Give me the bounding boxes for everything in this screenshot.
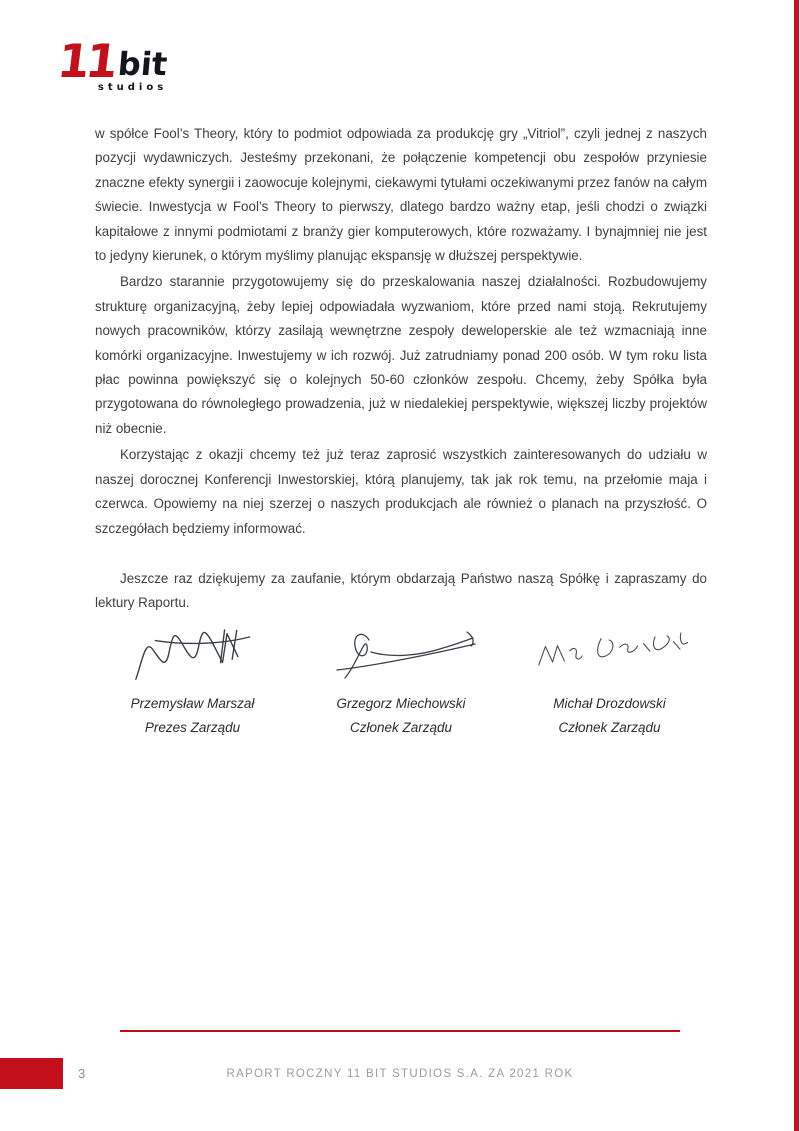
logo-digits: 11 — [54, 34, 118, 88]
page-content — [95, 122, 707, 618]
signer-name: Grzegorz Miechowski — [336, 696, 466, 711]
logo-wordmark: bit — [116, 45, 169, 83]
signature-image — [321, 600, 481, 692]
body-paragraph: Bardzo starannie przygotowujemy się do przeskalowania naszej działalności. Rozbudowujemy strukturę organizacyjną, żeby lepiej odpowiadała wyzwaniom, które przed nami stoją. Rekrutujemy nowych pracowników, którzy zasilają wewnętrzne zespoły deweloperskie ale też wzmacniają inne komórki organizacyjne. Inwestujemy w ich rozwój. Już zatrudniamy ponad 200 osób. W tym roku lista płac powinna powiększyć się o kolejnych 50-60 członków zespołu. Chcemy, żeby Spółka była przygotowana do równoległego prowadzenia, już w niedalekiej perspektywie, większej liczby projektów niż obecnie. — [95, 274, 707, 436]
signature-scribble-icon — [123, 612, 263, 692]
signer-title: Prezes Zarządu — [144, 720, 241, 735]
logo-subtitle: studios — [97, 82, 168, 93]
signature-block-grzegorz-miechowski — [304, 600, 499, 740]
signature-block-michal-drozdowski — [512, 600, 707, 740]
footer-divider — [120, 1030, 680, 1032]
signer-title: Członek Zarządu — [558, 720, 661, 735]
signature-block-przemyslaw-marszal — [95, 600, 290, 740]
body-paragraph: Jeszcze raz dziękujemy za zaufanie, którym obdarzają Państwo naszą Spółkę i zapraszamy do lektury Raportu. — [95, 570, 707, 611]
page-number: 3 — [78, 1066, 86, 1081]
signature-scribble-icon — [321, 612, 481, 692]
footer-title: RAPORT ROCZNY 11 BIT STUDIOS S.A. ZA 2021 ROK — [226, 1068, 574, 1080]
signer-name: Przemysław Marszał — [130, 696, 255, 711]
signatures-section — [95, 600, 707, 740]
signature-image — [530, 600, 690, 692]
signature-image — [123, 600, 263, 692]
body-paragraph: w spółce Fool’s Theory, który to podmiot odpowiada za produkcję gry „Vitriol”, czyli jednej z naszych pozycji wydawniczych. Jesteśmy przekonani, że połączenie kompetencji obu zespołów przyniesie znaczne efekty synergii i zaowocuje kolejnymi, ciekawymi tytułami oczekiwanymi przez fanów na całym świecie. Inwestycja w Fool’s Theory to pierwszy, dlatego bardzo ważny etap, jeśli chodzi o związki kapitałowe z innymi podmiotami z branży gier komputerowych, które rozważamy. I bynajmniej nie jest to jedyny kierunek, o którym myślimy planując ekspansję w dłuższej perspektywie. — [95, 126, 707, 264]
right-edge-accent-bar — [794, 0, 799, 1131]
body-paragraph: Korzystając z okazji chcemy też już teraz zaprosić wszystkich zainteresowanych do udziału w naszej dorocznej Konferencji Inwestorskiej, którą planujemy, tak jak rok temu, na przełomie maja i czerwca. Opowiemy na niej szerzej o naszych produkcjach ale również o planach na przyszłość. O szczegółach będziemy informować. — [95, 447, 707, 536]
signer-name: Michał Drozdowski — [553, 696, 666, 711]
company-logo — [54, 34, 169, 93]
signature-scribble-icon — [530, 612, 690, 692]
signer-title: Członek Zarządu — [349, 720, 453, 735]
